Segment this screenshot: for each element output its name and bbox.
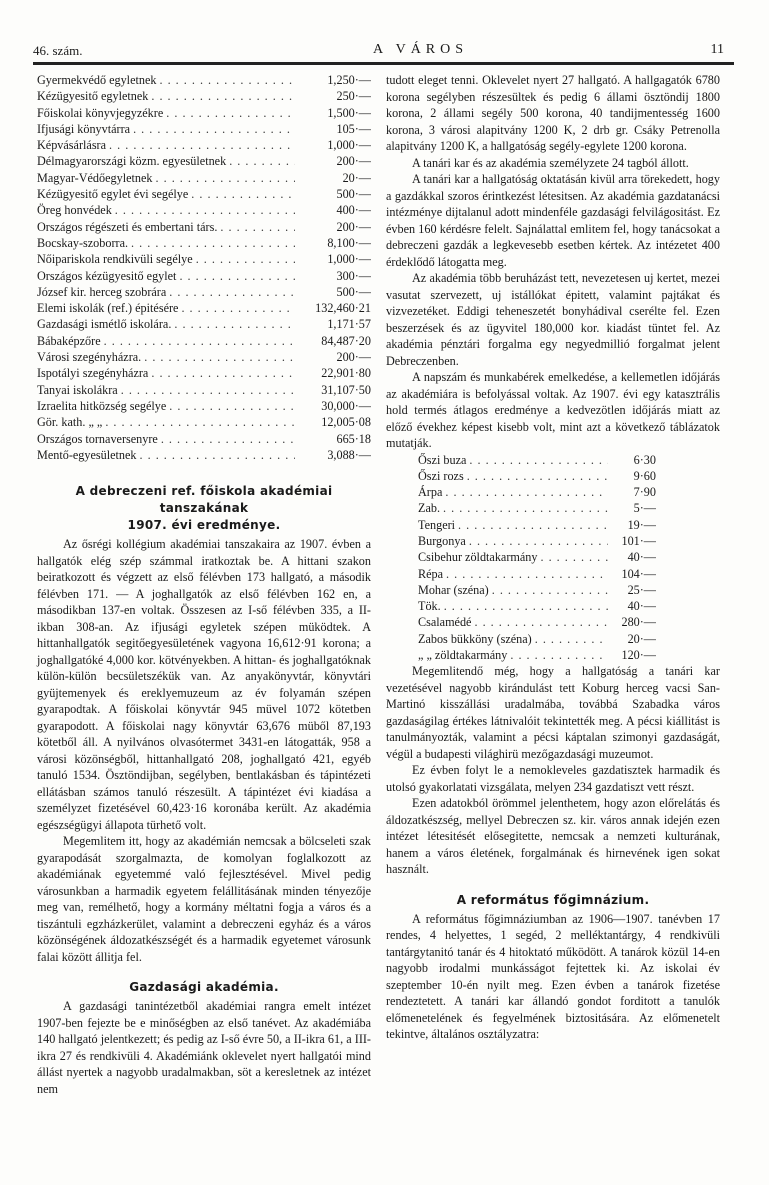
ledger-row xyxy=(37,105,371,121)
ledger-label: Városi szegényházra. xyxy=(37,350,142,365)
ledger-label: Őszi buza xyxy=(418,452,467,467)
ledger-label: Zabos bükköny (széna) xyxy=(418,631,532,646)
ledger-amount: 31,107·50 xyxy=(321,382,371,397)
section-title-line1: A debreczeni ref. főiskola akadémiai tanszakának xyxy=(75,484,333,516)
leader-dots xyxy=(466,452,608,468)
paragraphs-after-table xyxy=(386,663,720,878)
paragraph: A református főgimnáziumban az 1906—1907. tanévben 17 rendes, 4 helyettes, 1 segéd, 2 melléktantárgy, 4 rendkivüli tantárgytanitó tanár és 4 hitoktató működött. A tanárok közül 14-en nagyobb irodalmi munkásságot fejtettek ki. Az iskolai év szeptember 10-én nyilt meg. Ezen évben a tanárok fizetése rendeztetett. A tanári kar állandó gondot forditott a tanulók előmenetelének és fegyelmének biztositására. Az előmenetelt tekintve, általános osztályzatra: xyxy=(386,911,720,1042)
paragraph: Megemlitem itt, hogy az akadémián nemcsak a bölcseleti szak gyarapodását szorgalmazta, de komolyan foglalkozott az akadémiának egyetemmé való fejlesztésével. Mivel pedig városunkban a harmadik egyetem felállitásának minden tényezője meg van, remélhető, hogy a kormány méltatni fogja a város és a tiszántuli egzházkerület, valamint a debreczeni egyház és a város közönségének áldozatkészségét és a harmadik egyetemet városunk falai között állitja fel. xyxy=(37,834,371,964)
ledger-row xyxy=(37,202,371,218)
ledger-row xyxy=(418,566,656,582)
leader-dots xyxy=(171,316,295,332)
ledger-amount: 200·— xyxy=(336,350,371,365)
ledger-amount: 9·60 xyxy=(633,468,656,483)
leader-dots xyxy=(217,219,295,235)
ledger-amount: 25·— xyxy=(627,582,656,597)
paragraph: Megemlitendő még, hogy a hallgatóság a tanári kar vezetésével nagyobb kirándulást tett Koburg herceg vacsi San-Martinó kisszállási uradalmába, továbbá Szabadka város gazdaságilag értékes látnivalóit tekintették meg. A pécsi kiállitást is tanulmányozták, valamint a pécsi káptalan szimonyi gazdaságát, végül a budapesti világhirü mezőgazdasági muzeumot. xyxy=(386,664,720,761)
ledger-label: Délmagyarországi közm. egyesületnek xyxy=(37,154,227,169)
ledger-amount: 3,088·— xyxy=(327,447,371,462)
ledger-row xyxy=(37,447,371,463)
leader-dots xyxy=(226,153,295,169)
ledger-row xyxy=(37,349,371,365)
leader-dots xyxy=(440,500,608,516)
ledger-amount: 19·— xyxy=(627,517,656,532)
ledger-row xyxy=(418,500,656,516)
paragraph: Az akadémia több beruházást tett, nevezetesen uj kertet, mezei vasutat szervezett, uj istállókat épitett, valamint pajtákat és vizvezetéket. Eddigi teheneszetét bonyhádival cserélte fel. Ezen beszerzések és az ügyvitel 180,000 kor. kiadást tüntet fel. Az akadémia pénztári forgalma egy negyedmillió forgalmat jelent Debreczenben. xyxy=(386,271,720,368)
section-title-akademia xyxy=(37,483,371,534)
ledger-amount: 5·— xyxy=(633,501,656,516)
ledger-row xyxy=(37,414,371,430)
page-header xyxy=(33,40,734,60)
leader-dots xyxy=(188,186,295,202)
ledger-row xyxy=(37,365,371,381)
leader-dots xyxy=(156,72,295,88)
ledger-row xyxy=(37,88,371,104)
leader-dots xyxy=(441,598,608,614)
ledger-amount: 20·— xyxy=(342,170,371,185)
ledger-label: Ispotályi szegényházra xyxy=(37,366,149,381)
paragraph: A napszám és munkabérek emelkedése, a kellemetlen időjárás az akadémiára is befolyással voltak. Az 1907. évi egy katasztrális hold termés átlagos eredménye a kedvezötlen időjárás miatt az előző évekhez képest kisebb volt, mint azt a következő táblázatok mutatják. xyxy=(386,370,720,450)
ledger-amount: 250·— xyxy=(336,89,371,104)
ledger-amount: 280·— xyxy=(621,615,656,630)
ledger-amount: 132,460·21 xyxy=(315,301,371,316)
leader-dots xyxy=(455,517,608,533)
ledger-label: Országos kézügyesitő egylet xyxy=(37,268,177,283)
section-title-line2: 1907. évi eredménye. xyxy=(127,518,281,533)
ledger-amount: 8,100·— xyxy=(327,235,371,250)
leader-dots xyxy=(532,631,608,647)
ledger-amount: 101·— xyxy=(621,533,656,548)
ledger-amount: 665·18 xyxy=(336,431,371,446)
leader-dots xyxy=(443,566,608,582)
ledger-label: Elemi iskolák (ref.) épitésére xyxy=(37,301,179,316)
ledger-row xyxy=(37,431,371,447)
left-column xyxy=(37,72,371,1097)
leader-dots xyxy=(106,137,295,153)
paragraphs-before-table xyxy=(386,72,720,452)
ledger-label: Burgonya xyxy=(418,533,466,548)
ledger-amount: 40·— xyxy=(627,550,656,565)
issue-number: 46. szám. xyxy=(33,43,83,58)
ledger-label: Kézügyesitő egyletnek xyxy=(37,89,149,104)
publication-title: A VÁROS xyxy=(373,42,469,57)
header-rule xyxy=(33,62,734,65)
ledger-row xyxy=(37,72,371,88)
leader-dots xyxy=(466,533,608,549)
leader-dots xyxy=(158,431,295,447)
ledger-label: Csibehur zöldtakarmány xyxy=(418,550,538,565)
ledger-label: Izraelita hitközség segélye xyxy=(37,398,167,413)
leader-dots xyxy=(137,447,296,463)
ledger-row xyxy=(418,517,656,533)
ledger-row xyxy=(418,484,656,500)
paragraph: A gazdasági tanintézetből akadémiai rangra emelt intézet 1907-ben fejezte be e minőségben az első tanévet. Az akadémiába 140 hallgató jelentkezett; és pedig az I-ső évre 50, a II-ikra 61, a III-ikra 27 és rendkivüli 4. Akadémiánk oklevelet nyert hallgatói mind állást nyertek a nagyobb uradalmakban, söt a keresletnek az intézet nem xyxy=(37,999,371,1096)
leader-dots xyxy=(471,614,608,630)
ledger-row xyxy=(37,284,371,300)
ledger-label: „ „ zöldtakarmány xyxy=(418,648,508,663)
leader-dots xyxy=(178,300,295,316)
ledger-amount: 12,005·08 xyxy=(321,415,371,430)
donations-ledger xyxy=(37,72,371,463)
ledger-amount: 500·— xyxy=(336,284,371,299)
leader-dots xyxy=(163,105,295,121)
right-column xyxy=(386,72,720,1043)
ledger-label: Tengeri xyxy=(418,517,456,532)
leader-dots xyxy=(166,284,295,300)
ledger-amount: 6·30 xyxy=(633,452,656,467)
ledger-label: Öreg honvédek xyxy=(37,203,112,218)
leader-dots xyxy=(141,349,295,365)
paragraph: Ezen adatokból örömmel jelenthetem, hogy azon előrelátás és áldozatkészség, mellyel Debreczen sz. kir. város annak idején ezen intézet létesitését elősegitette, nemcsak a nemzeti kulturának, hanem a város életének, forgalmának és hirnevének igen sokat használt. xyxy=(386,796,720,877)
section-title-fogimnazium: A református főgimnázium. xyxy=(456,892,650,907)
ledger-label: Tanyai iskolákra xyxy=(37,382,118,397)
ledger-label: Kézügyesitő egylet évi segélye xyxy=(37,187,189,202)
ledger-amount: 22,901·80 xyxy=(321,366,371,381)
ledger-label: Csalamédé xyxy=(418,615,472,630)
paragraph: A tanári kar és az akadémia személyzete 24 tagból állott. xyxy=(412,155,689,170)
paragraph: tudott eleget tenni. Oklevelet nyert 27 hallgató. A hallgagatók 6780 korona segélyben részesültek és pedig 6 állami ösztöndij 1800 korona, 2 állami segély 500 korona, 40 tandijmentesség 1600 korona, 3 városi alapitvány 1200 K, 2 drb gr. Csáky Petrenolla alapitvány 1200 K, a hallgatóság segély-egylete 1200 korona. xyxy=(386,73,720,153)
ledger-label: Országos régészeti és embertani társ. xyxy=(37,219,218,234)
ledger-label: Tök. xyxy=(418,599,441,614)
ledger-label: Országos tornaversenyre xyxy=(37,431,158,446)
ledger-label: Gör. kath. „ „ xyxy=(37,415,103,430)
ledger-amount: 40·— xyxy=(627,599,656,614)
ledger-row xyxy=(418,533,656,549)
ledger-amount: 120·— xyxy=(621,648,656,663)
paragraph: A tanári kar a hallgatóság oktatásán kivül arra törekedett, hogy a gazdákkal szoros érintkezést létesitsen. Az akadémia gazdatanácsi intézménye dijtalanul adott mindenféle gazdasági felvilágositást. Ez évben 160 kérdésre felelt. Sajnálattal emlitem fel, hogy tanácsokat a debreczeni gazdák a legkevesebb esetben kértek. Az intézetet 400 érdeklődő látogatta meg. xyxy=(386,172,720,269)
ledger-row xyxy=(37,121,371,137)
ledger-amount: 1,171·57 xyxy=(327,317,371,332)
leader-dots xyxy=(489,582,608,598)
leader-dots xyxy=(148,365,295,381)
ledger-label: Bocskay-szoborra. xyxy=(37,235,129,250)
ledger-row xyxy=(37,186,371,202)
ledger-row xyxy=(37,170,371,186)
ledger-amount: 1,500·— xyxy=(327,105,371,120)
ledger-row xyxy=(418,452,656,468)
ledger-label: Gyermekvédő egyletnek xyxy=(37,73,157,87)
ledger-label: Képvásárlásra xyxy=(37,138,107,153)
leader-dots xyxy=(130,121,295,137)
ledger-label: Ifjusági könyvtárra xyxy=(37,121,131,136)
ledger-amount: 200·— xyxy=(336,154,371,169)
ledger-row xyxy=(37,300,371,316)
ledger-row xyxy=(418,582,656,598)
ledger-amount: 300·— xyxy=(336,268,371,283)
ledger-amount: 84,487·20 xyxy=(321,333,371,348)
ledger-row xyxy=(37,398,371,414)
leader-dots xyxy=(118,382,295,398)
ledger-amount: 1,250·— xyxy=(327,73,371,87)
leader-dots xyxy=(193,251,295,267)
ledger-row xyxy=(418,468,656,484)
ledger-row xyxy=(37,251,371,267)
ledger-amount: 500·— xyxy=(336,187,371,202)
leader-dots xyxy=(464,468,608,484)
ledger-row xyxy=(418,598,656,614)
leader-dots xyxy=(166,398,295,414)
ledger-row xyxy=(37,235,371,251)
ledger-row xyxy=(37,382,371,398)
ledger-label: Főiskolai könyvjegyzékre xyxy=(37,105,164,120)
paragraph: Ez évben folyt le a nemokleveles gazdatisztek harmadik és utolsó gyakorlatati vizsgálata, melyen 234 gazdatiszt vett részt. xyxy=(386,763,720,794)
ledger-label: Magyar-Védőegyletnek xyxy=(37,170,153,185)
leader-dots xyxy=(101,333,295,349)
leader-dots xyxy=(176,268,295,284)
section-title-gazdasagi: Gazdasági akadémia. xyxy=(129,980,279,995)
ledger-label: Nőipariskola rendkivüli segélye xyxy=(37,252,193,267)
paragraph: Az ősrégi kollégium akadémiai tanszakaira az 1907. évben a hallgatók elég szép számmal iratkoztak be. A hittani szakon beiratkozott és végzett az első félévben 173 hallgató, a második félévben 171. — A joghallgatók az első félévben 162 en, a másodikban 137-en voltak. Összesen az I-ső félévben 335, a II-ikban 308-an. Az ifjusági egyletek szépen müködtek. A hittanhallgatók segitőegyesületének vagyona 16,612·91 korona; a joghallgatóké 4,000 kor. kötvényekben. A hittan- és joghallgatóknak külön-külön becsületszékük van. Az anyakönyvtár, könyvtári gyüjtemenyek és ereklyemuzeum az év folyamán szépen gyarapodtak. A főiskolai könyvtár 945 müvel 1072 kötetben gyarapodott. A főiskolai nagy könyvtár 63,676 müből 87,193 kötetből áll. A nyilvános olvasótermet 3431-en látogatták, 958 a városi közönségből, hittanhallgató 208, joghallgató 421, egyéb tanuló 1534. Ösztöndijban, segélyben, bentlakásban és tápintézeti ellátásban számos tanuló részesült. A tápintézet évi kiadása a személyzet fizetésével 60,423·16 koronába került. Az akadémia egészségügyi állapota türhető volt. xyxy=(37,537,371,832)
leader-dots xyxy=(537,549,608,565)
ledger-amount: 1,000·— xyxy=(327,252,371,267)
ledger-row xyxy=(418,614,656,630)
page-number: 11 xyxy=(710,42,724,57)
ledger-row xyxy=(37,316,371,332)
ledger-row xyxy=(418,647,656,663)
leader-dots xyxy=(148,88,295,104)
leader-dots xyxy=(112,202,295,218)
ledger-amount: 20·— xyxy=(627,631,656,646)
ledger-row xyxy=(37,137,371,153)
ledger-row xyxy=(37,153,371,169)
ledger-row xyxy=(37,219,371,235)
ledger-amount: 30,000·— xyxy=(321,398,371,413)
ledger-row xyxy=(37,268,371,284)
ledger-amount: 105·— xyxy=(336,121,371,136)
ledger-row xyxy=(418,549,656,565)
ledger-label: Árpa xyxy=(418,485,443,500)
ledger-label: Répa xyxy=(418,566,444,581)
leader-dots xyxy=(128,235,295,251)
ledger-row xyxy=(37,333,371,349)
ledger-label: Őszi rozs xyxy=(418,468,464,483)
ledger-label: Bábaképzőre xyxy=(37,333,101,348)
ledger-amount: 400·— xyxy=(336,203,371,218)
ledger-row xyxy=(418,631,656,647)
leader-dots xyxy=(102,414,295,430)
ledger-label: Zab. xyxy=(418,501,440,516)
ledger-label: József kir. herceg szobrára xyxy=(37,284,167,299)
ledger-amount: 7·90 xyxy=(633,485,656,500)
ledger-label: Gazdasági ismétlő iskolára. xyxy=(37,317,172,332)
ledger-label: Mohar (széna) xyxy=(418,582,489,597)
crop-yield-table xyxy=(418,452,656,664)
leader-dots xyxy=(507,647,608,663)
leader-dots xyxy=(153,170,296,186)
leader-dots xyxy=(442,484,608,500)
ledger-label: Mentő-egyesületnek xyxy=(37,447,137,462)
ledger-amount: 1,000·— xyxy=(327,138,371,153)
ledger-amount: 200·— xyxy=(336,219,371,234)
ledger-amount: 104·— xyxy=(621,566,656,581)
